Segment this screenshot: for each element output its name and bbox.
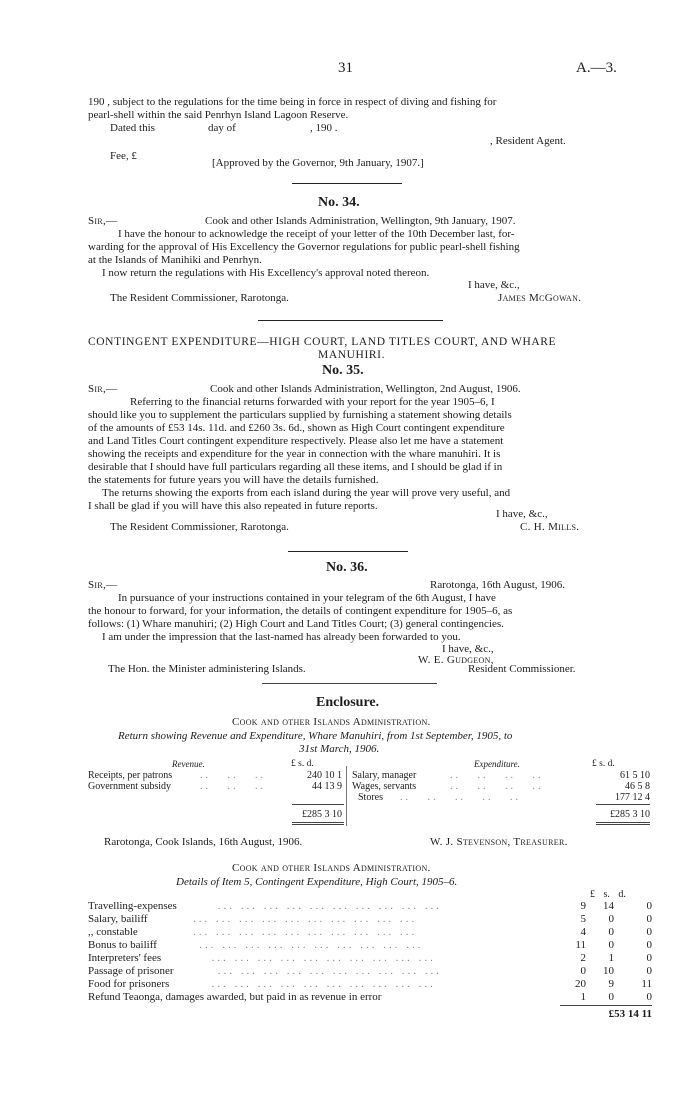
total-rule [292,804,344,805]
leader-dots: ... ... ... ... ... ... ... ... ... ... [193,913,418,925]
form-fee: Fee, £ [110,150,137,162]
letter-36-body-line: I am under the impression that the last-named has already been forwarded to you. [102,631,461,643]
letter-34-closing: I have, &c., [468,279,520,291]
form-line-2: pearl-shell within the said Penrhyn Island Lagoon Reserve. [88,109,349,121]
details-row-pence: 0 [646,900,652,912]
letter-36-body-line: the honour to forward, for your information, the details of contingent expenditure for 1905–6, as [88,605,513,617]
details-row-pounds: 2 [580,952,586,964]
details-lsd-header: £ s. d. [590,889,626,900]
letter-35-signature: C. H. Mills. [520,521,580,533]
details-row-pence: 0 [646,952,652,964]
leader-dots: ... ... ... ... ... ... ... ... ... ... [217,900,443,912]
letter-35-closing: I have, &c., [496,508,548,520]
total-double-rule [292,822,344,823]
revenue-row-amount: 240 10 1 [307,770,342,781]
letter-35-body-line: showing the receipts and expenditure for the year in connection with the whare manuhiri. It is [88,448,501,460]
total-double-rule [292,824,344,825]
details-row-shillings: 1 [608,952,614,964]
details-row-label: Interpreters' fees [88,952,162,964]
letter-35-body-line: the statements for future years you will have the details furnished. [88,474,379,486]
leader-dots: .. .. .. [200,781,266,792]
details-row-label: Salary, bailiff [88,913,148,925]
total-double-rule [596,824,650,825]
details-row-pence: 0 [646,926,652,938]
details-row-pounds: 5 [580,913,586,925]
leader-dots: ... ... ... ... ... ... ... ... ... ... [217,965,443,977]
letter-36-closing: I have, &c., [442,643,494,655]
expenditure-header: Expenditure. [474,759,520,769]
details-row-shillings: 0 [608,939,614,951]
details-row-shillings: 9 [608,978,614,990]
details-row-label: Bonus to bailiff [88,939,157,951]
divider [258,320,443,321]
letter-35-body-line: Referring to the financial returns forwarded with your report for the year 1905–6, I [130,396,495,408]
table-column-divider [346,766,348,826]
letter-35-body-line: should like you to supplement the particulars supplied by furnishing a statement showing details [88,409,512,421]
letter-34-place-date: Cook and other Islands Administration, Wellington, 9th January, 1907. [205,215,516,227]
letter-34-signature: James McGowan. [498,292,582,304]
letter-34-number: No. 34. [318,195,360,210]
letter-35-addressee: The Resident Commissioner, Rarotonga. [110,521,289,533]
details-total-rule [560,1005,652,1006]
section-title-line-1: CONTINGENT EXPENDITURE—HIGH COURT, LAND TITLES COURT, AND WHARE [88,336,557,348]
expenditure-lsd-header: £ s. d. [592,759,615,769]
enclosure-admin: Cook and other Islands Administration. [232,716,431,728]
revenue-header: Revenue. [172,759,205,769]
details-row-shillings: 0 [608,991,614,1003]
form-dated: Dated this [110,122,155,134]
divider [288,551,408,552]
details-row-pounds: 11 [575,939,586,951]
leader-dots: .. .. .. .. .. [400,792,521,803]
enclosure-title: Enclosure. [316,695,380,710]
letter-35-number: No. 35. [322,363,364,378]
form-approved-note: [Approved by the Governor, 9th January, 1907.] [212,157,424,169]
letter-34-body-line: warding for the approval of His Excellency the Governor regulations for public pearl-shell fishing [88,241,520,253]
expenditure-row-label: Stores [358,792,383,803]
revenue-row-label: Receipts, per patrons [88,770,173,781]
letter-35-place-date: Cook and other Islands Administration, Wellington, 2nd August, 1906. [210,383,521,395]
expenditure-total: £285 3 10 [610,809,650,820]
revenue-total: £285 3 10 [302,809,342,820]
letter-36-body-line: In pursuance of your instructions contained in your telegram of the 6th August, I have [118,592,496,604]
letter-34-body-line: I have the honour to acknowledge the receipt of your letter of the 10th December last, for- [118,228,515,240]
letter-35-body-line: The returns showing the exports from each island during the year will prove very useful, and [102,487,511,499]
letter-35-body-line: and Land Titles Court contingent expenditure respectively. Please also let me have a statement [88,435,504,447]
enclosure-treasurer: W. J. Stevenson, Treasurer. [430,836,568,848]
details-row-pence: 0 [646,913,652,925]
details-row-pounds: 4 [580,926,586,938]
leader-dots: .. .. .. .. [450,770,544,781]
details-row-label: Passage of prisoner [88,965,174,977]
form-resident-agent: , Resident Agent. [490,135,566,147]
leader-dots: ... ... ... ... ... ... ... ... ... ... [193,926,418,938]
letter-34-body-line: I now return the regulations with His Excellency's approval noted thereon. [102,267,430,279]
details-row-shillings: 10 [603,965,614,977]
divider [262,683,437,684]
details-row-pence: 0 [646,991,652,1003]
enclosure-return-title-1: Return showing Revenue and Expenditure, Whare Manuhiri, from 1st September, 1905, to [118,730,513,742]
details-title: Details of Item 5, Contingent Expenditure, High Court, 1905–6. [176,876,458,888]
letter-36-number: No. 36. [326,560,368,575]
letter-35-body-line: of the amounts of £53 14s. 11d. and £260 3s. 6d., shown as High Court contingent expenditure [88,422,505,434]
letter-35-salutation: Sir,— [88,383,118,395]
details-row-pence: 11 [641,978,652,990]
details-row-pounds: 1 [580,991,586,1003]
form-year: , 190 . [310,122,338,134]
details-row-label: ,, constable [88,926,138,938]
letter-35-body-line: I shall be glad if you will have this also repeated in future reports. [88,500,378,512]
revenue-lsd-header: £ s. d. [291,759,314,769]
leader-dots: .. .. .. [200,770,266,781]
details-row-label: Food for prisoners [88,978,170,990]
revenue-row-amount: 44 13 9 [312,781,342,792]
letter-34-body-line: at the Islands of Manihiki and Penrhyn. [88,254,262,266]
letter-34-addressee: The Resident Commissioner, Rarotonga. [110,292,289,304]
details-row-shillings: 0 [608,926,614,938]
letter-36-place-date: Rarotonga, 16th August, 1906. [430,579,566,591]
section-title-line-2: MANUHIRI. [318,349,386,361]
letter-36-body-line: follows: (1) Whare manuhiri; (2) High Court and Land Titles Court; (3) general contingencies. [88,618,504,630]
total-double-rule [596,822,650,823]
divider [292,183,402,184]
details-row-pounds: 20 [575,978,586,990]
expenditure-row-amount: 61 5 10 [620,770,650,781]
total-rule [596,804,650,805]
letter-36-signature-title: Resident Commissioner. [468,663,576,675]
page-reference: A.—3. [576,60,617,76]
details-row-shillings: 14 [603,900,614,912]
details-row-pounds: 0 [580,965,586,977]
details-row-label: Travelling-expenses [88,900,177,912]
form-day-of: day of [208,122,236,134]
letter-34-salutation: Sir,— [88,215,118,227]
leader-dots: ... ... ... ... ... ... ... ... ... ... [199,939,424,951]
details-admin: Cook and other Islands Administration. [232,862,431,874]
details-row-label: Refund Teaonga, damages awarded, but paid in as revenue in error [88,991,382,1003]
letter-36-addressee: The Hon. the Minister administering Islands. [108,663,306,675]
letter-36-signature: W. E. Gudgeon, [418,654,494,666]
details-row-pence: 0 [646,939,652,951]
enclosure-place-date: Rarotonga, Cook Islands, 16th August, 1906. [104,836,303,848]
letter-35-body-line: desirable that I should have full particulars regarding all these items, and I should be glad if in [88,461,503,473]
details-total: £53 14 11 [608,1008,652,1020]
details-row-pounds: 9 [580,900,586,912]
revenue-row-label: Government subsidy [88,781,172,792]
form-line-1: 190 , subject to the regulations for the time being in force in respect of diving and fishing for [88,96,497,108]
leader-dots: .. .. .. .. [450,781,544,792]
leader-dots: ... ... ... ... ... ... ... ... ... ... [211,978,436,990]
letter-36-salutation: Sir,— [88,579,118,591]
expenditure-row-label: Salary, manager [352,770,417,781]
expenditure-row-amount: 177 12 4 [615,792,650,803]
enclosure-return-title-2: 31st March, 1906. [299,743,380,755]
page-number: 31 [338,60,353,76]
leader-dots: ... ... ... ... ... ... ... ... ... ... [211,952,436,964]
expenditure-row-amount: 46 5 8 [625,781,650,792]
expenditure-row-label: Wages, servants [352,781,417,792]
details-row-shillings: 0 [608,913,614,925]
details-row-pence: 0 [646,965,652,977]
